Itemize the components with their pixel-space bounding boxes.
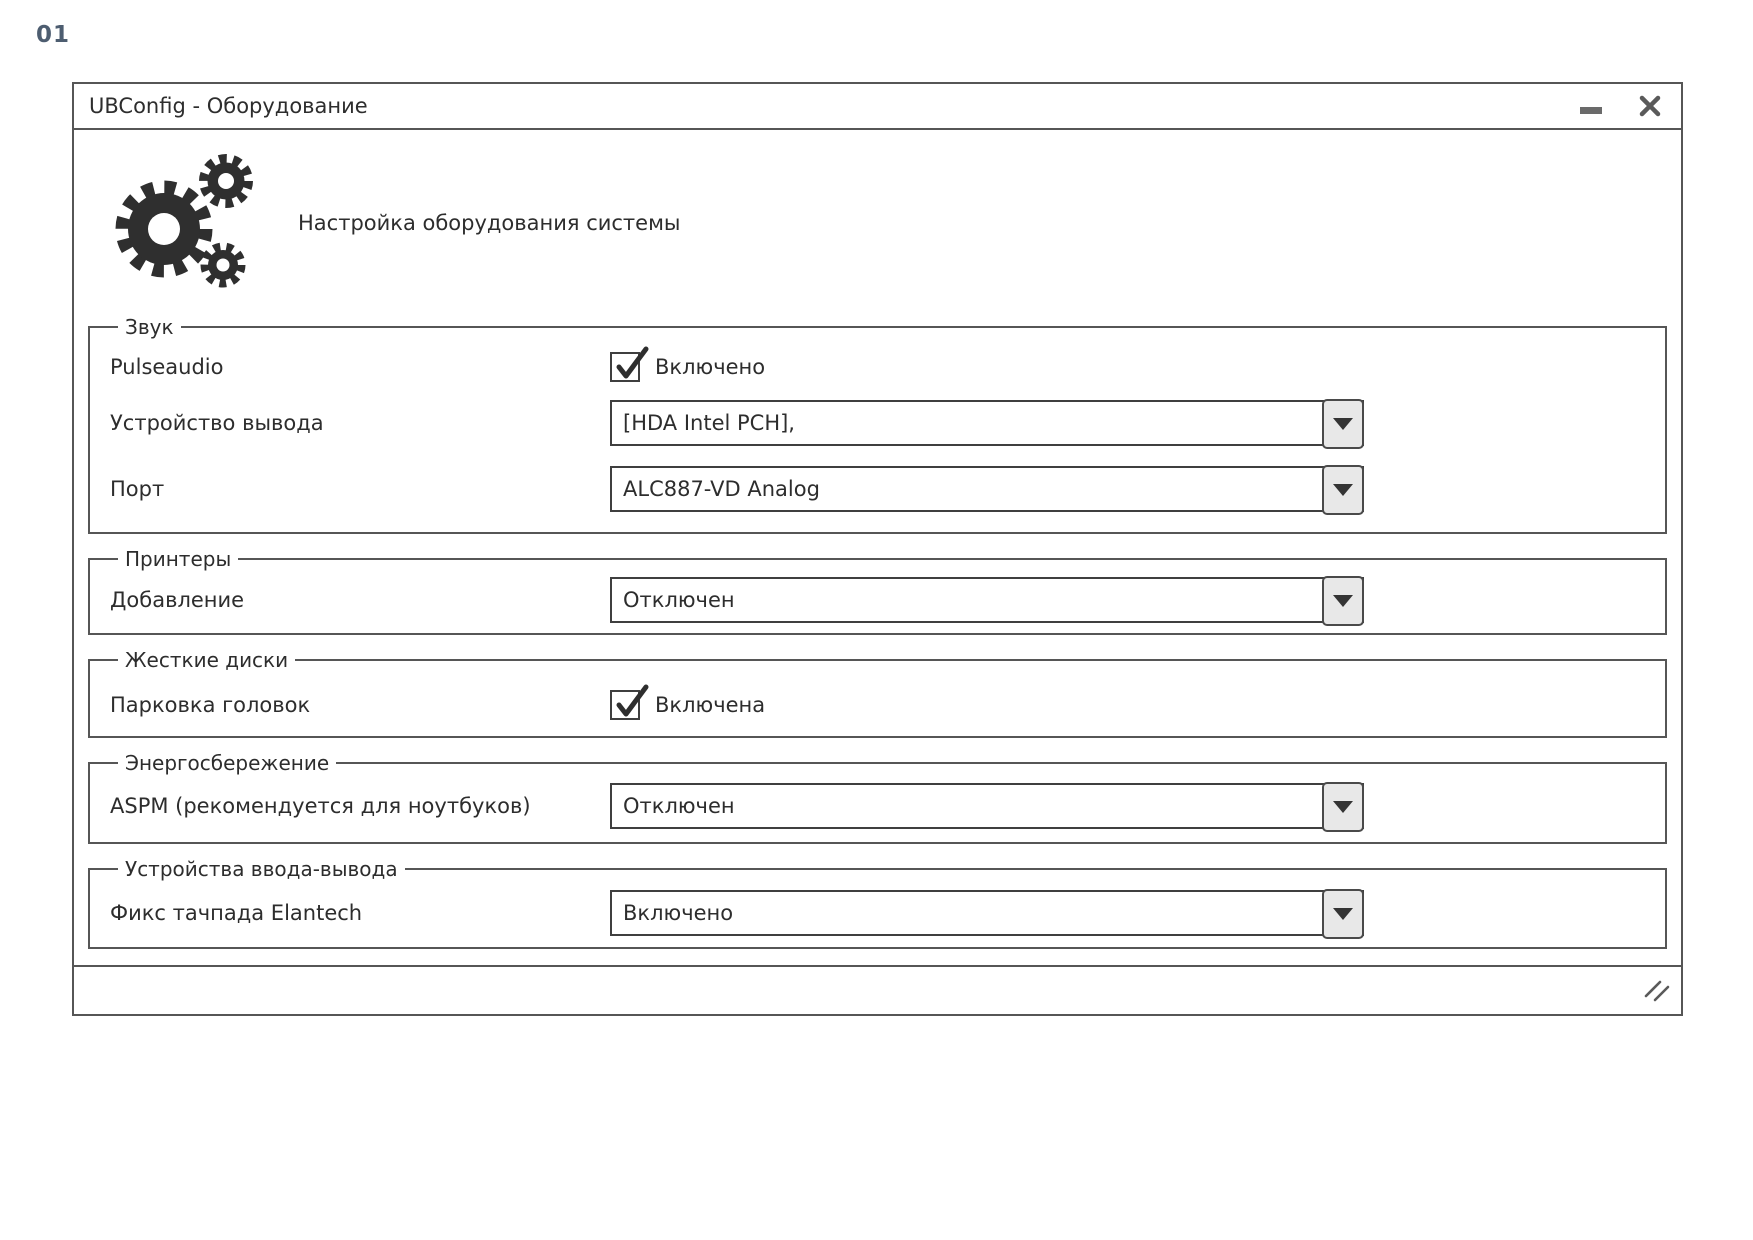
head-parking-checkbox[interactable] bbox=[610, 690, 640, 720]
window-title: UBConfig - Оборудование bbox=[89, 94, 368, 118]
printer-add-combobox[interactable] bbox=[610, 577, 1364, 623]
port-combobox[interactable] bbox=[610, 466, 1364, 512]
dropdown-arrow-icon bbox=[1333, 484, 1353, 496]
printer-add-value: Отключен bbox=[623, 588, 735, 612]
close-icon bbox=[1638, 94, 1662, 118]
checkmark-icon bbox=[611, 343, 653, 383]
port-dropdown-button[interactable] bbox=[1322, 465, 1364, 515]
section-printers bbox=[88, 547, 1667, 635]
row-aspm-label: ASPM (рекомендуется для ноутбуков) bbox=[110, 794, 531, 818]
head-parking-checkbox-label: Включена bbox=[655, 693, 766, 717]
row-elantech-fix bbox=[110, 890, 1655, 936]
status-bar bbox=[74, 965, 1681, 1014]
section-hard-disks-legend: Жесткие диски bbox=[125, 648, 289, 672]
app-heading: Настройка оборудования системы bbox=[298, 210, 681, 235]
row-port-label: Порт bbox=[110, 477, 165, 501]
pulseaudio-checkbox[interactable] bbox=[610, 352, 640, 382]
row-port bbox=[110, 466, 1655, 512]
dropdown-arrow-icon bbox=[1333, 418, 1353, 430]
row-pulseaudio bbox=[110, 351, 1655, 383]
row-head-parking bbox=[110, 689, 1655, 721]
elantech-fix-value: Включено bbox=[623, 901, 734, 925]
row-aspm bbox=[110, 783, 1655, 829]
row-elantech-fix-label: Фикс тачпада Elantech bbox=[110, 901, 363, 925]
section-io-devices bbox=[88, 857, 1667, 949]
row-head-parking-label: Парковка головок bbox=[110, 693, 311, 717]
dropdown-arrow-icon bbox=[1333, 801, 1353, 813]
pulseaudio-checkbox-label: Включено bbox=[655, 355, 766, 379]
aspm-combobox[interactable] bbox=[610, 783, 1364, 829]
section-sound bbox=[88, 315, 1667, 534]
port-value: ALC887-VD Analog bbox=[623, 477, 820, 501]
minimize-button[interactable] bbox=[1579, 93, 1603, 119]
close-button[interactable] bbox=[1637, 93, 1663, 119]
section-power-saving bbox=[88, 751, 1667, 844]
row-pulseaudio-label: Pulseaudio bbox=[110, 355, 224, 379]
window-titlebar[interactable] bbox=[74, 84, 1681, 130]
section-power-saving-legend: Энергосбережение bbox=[125, 751, 330, 775]
row-output-device bbox=[110, 400, 1655, 446]
window-body bbox=[74, 130, 1681, 965]
row-printer-add bbox=[110, 577, 1655, 623]
app-header bbox=[88, 130, 1667, 315]
section-printers-legend: Принтеры bbox=[125, 547, 232, 571]
section-io-devices-legend: Устройства ввода-вывода bbox=[125, 857, 398, 881]
minimize-icon bbox=[1580, 107, 1602, 114]
elantech-fix-combobox[interactable] bbox=[610, 890, 1364, 936]
row-output-device-label: Устройство вывода bbox=[110, 411, 324, 435]
aspm-value: Отключен bbox=[623, 794, 735, 818]
output-device-value: [HDA Intel PCH], bbox=[623, 411, 795, 435]
output-device-dropdown-button[interactable] bbox=[1322, 399, 1364, 449]
gears-icon bbox=[108, 153, 268, 293]
resize-grip-icon[interactable] bbox=[1643, 979, 1671, 1003]
aspm-dropdown-button[interactable] bbox=[1322, 782, 1364, 832]
checkmark-icon bbox=[611, 681, 653, 721]
elantech-fix-dropdown-button[interactable] bbox=[1322, 889, 1364, 939]
printer-add-dropdown-button[interactable] bbox=[1322, 576, 1364, 626]
ubconfig-window bbox=[72, 82, 1683, 1016]
slide-number: 01 bbox=[36, 22, 71, 48]
section-hard-disks bbox=[88, 648, 1667, 738]
dropdown-arrow-icon bbox=[1333, 595, 1353, 607]
output-device-combobox[interactable] bbox=[610, 400, 1364, 446]
section-sound-legend: Звук bbox=[125, 315, 174, 339]
row-printer-add-label: Добавление bbox=[110, 588, 245, 612]
dropdown-arrow-icon bbox=[1333, 908, 1353, 920]
